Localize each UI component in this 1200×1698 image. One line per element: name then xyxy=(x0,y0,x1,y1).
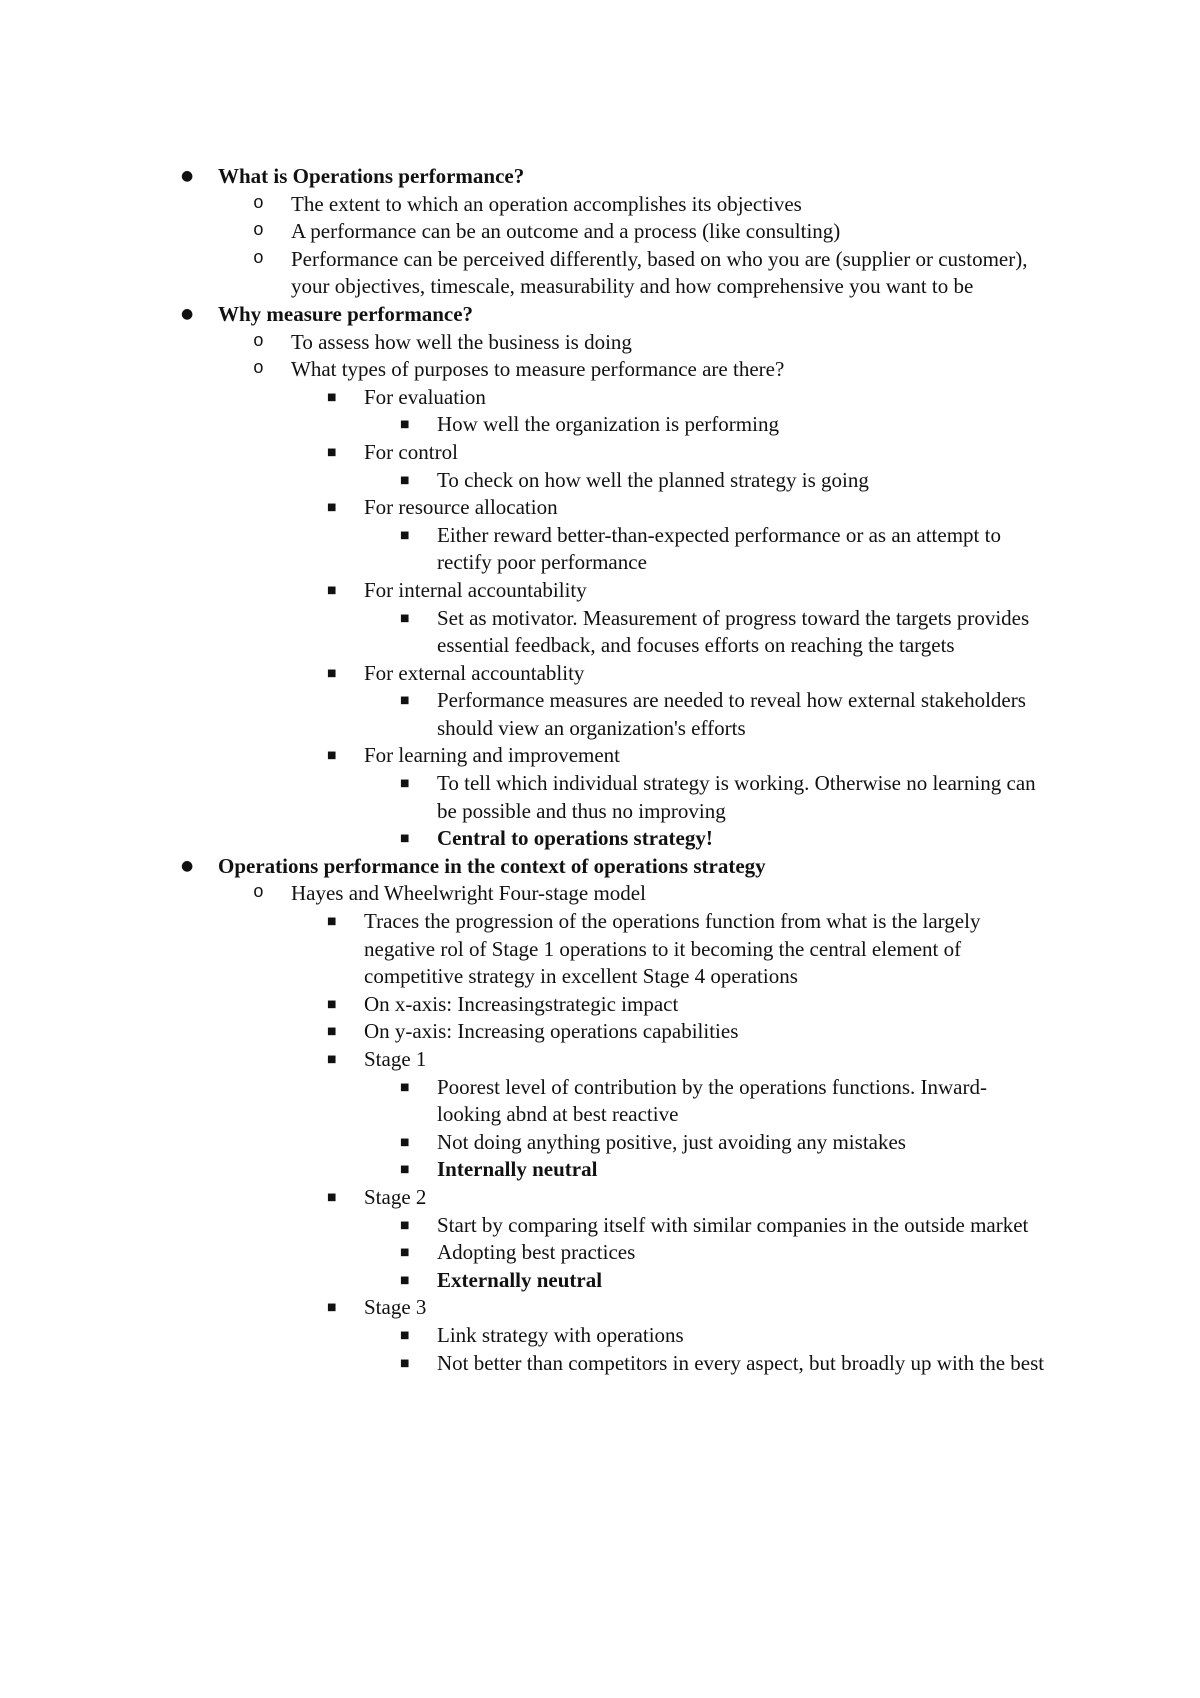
detail-text-emphasis: Externally neutral xyxy=(437,1267,603,1292)
detail-list xyxy=(364,1212,1050,1295)
bullet-icon: ● xyxy=(181,168,194,184)
detail-list xyxy=(364,467,1050,495)
bullet-icon: ■ xyxy=(400,1164,410,1176)
bullet-icon: ■ xyxy=(327,750,337,762)
bullet-icon: ■ xyxy=(400,529,410,541)
detail-item xyxy=(0,687,1050,742)
detail-list xyxy=(364,1074,1050,1184)
section-operations-performance xyxy=(0,163,1050,301)
detail-item xyxy=(0,1350,1050,1378)
bullet-icon: ■ xyxy=(327,584,337,596)
point-text: Traces the progression of the operations function from what is the largely negative rol of Stage 1 operations to it becoming the central element of competitive strategy in excellent Stage 4 operations xyxy=(364,909,981,989)
bullet-icon: o xyxy=(253,359,264,380)
bullet-icon: ■ xyxy=(327,446,337,458)
bullet-icon: o xyxy=(253,193,264,214)
bullet-icon: ■ xyxy=(400,1247,410,1259)
bullet-icon: o xyxy=(253,331,264,352)
detail-item xyxy=(0,1267,1050,1295)
detail-text: Not doing anything positive, just avoiding any mistakes xyxy=(437,1129,906,1154)
section-heading: Why measure performance? xyxy=(218,301,474,326)
bullet-icon: ■ xyxy=(400,474,410,486)
stage-item xyxy=(0,1046,1050,1184)
model-point xyxy=(0,991,1050,1019)
bullet-icon: ■ xyxy=(327,391,337,403)
detail-text: Either reward better-than-expected performance or as an attempt to rectify poor performance xyxy=(437,522,1001,575)
detail-text: Start by comparing itself with similar companies in the outside market xyxy=(437,1212,1029,1237)
section-why-measure xyxy=(0,301,1050,853)
bullet-icon: ■ xyxy=(400,419,410,431)
detail-list xyxy=(364,411,1050,439)
bullet-icon: ■ xyxy=(400,1274,410,1286)
item-text: What types of purposes to measure performance are there? xyxy=(291,357,785,382)
stage-label: Stage 1 xyxy=(364,1047,427,1071)
model-point xyxy=(0,1018,1050,1046)
detail-text: Link strategy with operations xyxy=(437,1322,684,1347)
bullet-icon: ■ xyxy=(327,998,337,1010)
purpose-label: For learning and improvement xyxy=(364,743,621,768)
sublist xyxy=(218,191,1050,301)
detail-list xyxy=(364,522,1050,577)
stage-label: Stage 3 xyxy=(364,1295,427,1320)
item-text: The extent to which an operation accomplishes its objectives xyxy=(291,191,802,216)
detail-item xyxy=(0,522,1050,577)
purpose-item xyxy=(0,742,1050,852)
detail-list xyxy=(364,605,1050,660)
purpose-item xyxy=(0,384,1050,439)
list-item xyxy=(0,218,1050,246)
sublist xyxy=(218,880,1050,1377)
purpose-item xyxy=(0,660,1050,743)
bullet-icon: ■ xyxy=(400,1081,410,1093)
bullet-icon: ■ xyxy=(400,1136,410,1148)
detail-list xyxy=(364,1322,1050,1377)
detail-item xyxy=(0,467,1050,495)
bullet-icon: ■ xyxy=(327,1026,337,1038)
purpose-label: For control xyxy=(364,439,458,464)
stage-item xyxy=(0,1294,1050,1377)
purpose-label: For internal accountability xyxy=(364,577,587,602)
detail-list xyxy=(364,770,1050,853)
detail-list xyxy=(364,687,1050,742)
detail-text: Performance measures are needed to reveal how external stakeholders should view an organization's efforts xyxy=(437,688,1026,740)
list-item xyxy=(0,329,1050,357)
model-list xyxy=(291,908,1050,1377)
bullet-icon: ■ xyxy=(327,1302,337,1314)
bullet-icon: ■ xyxy=(400,612,410,624)
bullet-icon: o xyxy=(253,248,264,269)
stage-item xyxy=(0,1184,1050,1294)
detail-item xyxy=(0,1239,1050,1267)
item-text: To assess how well the business is doing xyxy=(291,329,632,354)
detail-text-emphasis: Central to operations strategy! xyxy=(437,826,713,851)
outline-list xyxy=(0,163,1200,1377)
list-item xyxy=(0,356,1050,853)
bullet-icon: ■ xyxy=(327,502,337,514)
section-heading: Operations performance in the context of operations strategy xyxy=(218,853,766,878)
detail-item xyxy=(0,1212,1050,1240)
sublist xyxy=(218,329,1050,853)
bullet-icon: ● xyxy=(181,857,194,874)
bullet-icon: ■ xyxy=(400,1357,410,1369)
section-heading: What is Operations performance? xyxy=(218,164,525,188)
detail-text: How well the organization is performing xyxy=(437,412,779,437)
detail-item xyxy=(0,1156,1050,1184)
detail-item xyxy=(0,770,1050,825)
item-text: Hayes and Wheelwright Four-stage model xyxy=(291,881,646,906)
detail-text: Poorest level of contribution by the operations functions. Inward-looking abnd at best reactive xyxy=(437,1074,987,1127)
detail-item xyxy=(0,1074,1050,1129)
stage-label: Stage 2 xyxy=(364,1184,427,1209)
detail-item xyxy=(0,1129,1050,1157)
purpose-item xyxy=(0,439,1050,494)
purpose-item xyxy=(0,494,1050,577)
bullet-icon: ■ xyxy=(327,1191,337,1203)
item-text: A performance can be an outcome and a process (like consulting) xyxy=(291,219,841,244)
detail-item xyxy=(0,825,1050,853)
detail-text: To check on how well the planned strategy is going xyxy=(437,467,869,492)
bullet-icon: ■ xyxy=(400,1329,410,1341)
model-point xyxy=(0,908,1050,991)
detail-text: To tell which individual strategy is working. Otherwise no learning can be possible and thus no improving xyxy=(437,771,1036,823)
notes-outline xyxy=(0,163,1200,1377)
purpose-label: For external accountablity xyxy=(364,660,585,685)
bullet-icon: ■ xyxy=(327,1054,337,1065)
bullet-icon: ■ xyxy=(327,916,337,928)
bullet-icon: ■ xyxy=(400,778,410,790)
bullet-icon: ■ xyxy=(400,833,410,845)
bullet-icon: ■ xyxy=(400,1219,410,1231)
detail-item xyxy=(0,605,1050,660)
bullet-icon: ■ xyxy=(400,695,410,707)
bullet-icon: ● xyxy=(181,305,194,322)
point-text: On y-axis: Increasing operations capabilities xyxy=(364,1019,739,1044)
point-text: On x-axis: Increasingstrategic impact xyxy=(364,991,679,1016)
detail-text: Not better than competitors in every aspect, but broadly up with the best xyxy=(437,1350,1045,1375)
bullet-icon: o xyxy=(253,883,264,904)
purpose-list xyxy=(291,384,1050,853)
item-text: Performance can be perceived differently, based on who you are (supplier or customer), your objectives, timescale, measurability and how comprehensive you want to be xyxy=(291,246,1028,299)
detail-text: Set as motivator. Measurement of progress toward the targets provides essential feedback, and focuses efforts on reaching the targets xyxy=(437,605,1030,658)
purpose-label: For resource allocation xyxy=(364,495,558,520)
bullet-icon: ■ xyxy=(327,667,337,679)
list-item xyxy=(0,880,1050,1377)
detail-text: Adopting best practices xyxy=(437,1240,636,1265)
detail-text-emphasis: Internally neutral xyxy=(437,1157,598,1182)
bullet-icon: o xyxy=(253,221,264,242)
purpose-label: For evaluation xyxy=(364,384,486,409)
detail-item xyxy=(0,411,1050,439)
list-item xyxy=(0,246,1050,301)
purpose-item xyxy=(0,577,1050,660)
list-item xyxy=(0,191,1050,219)
section-operations-strategy xyxy=(0,853,1050,1377)
detail-item xyxy=(0,1322,1050,1350)
